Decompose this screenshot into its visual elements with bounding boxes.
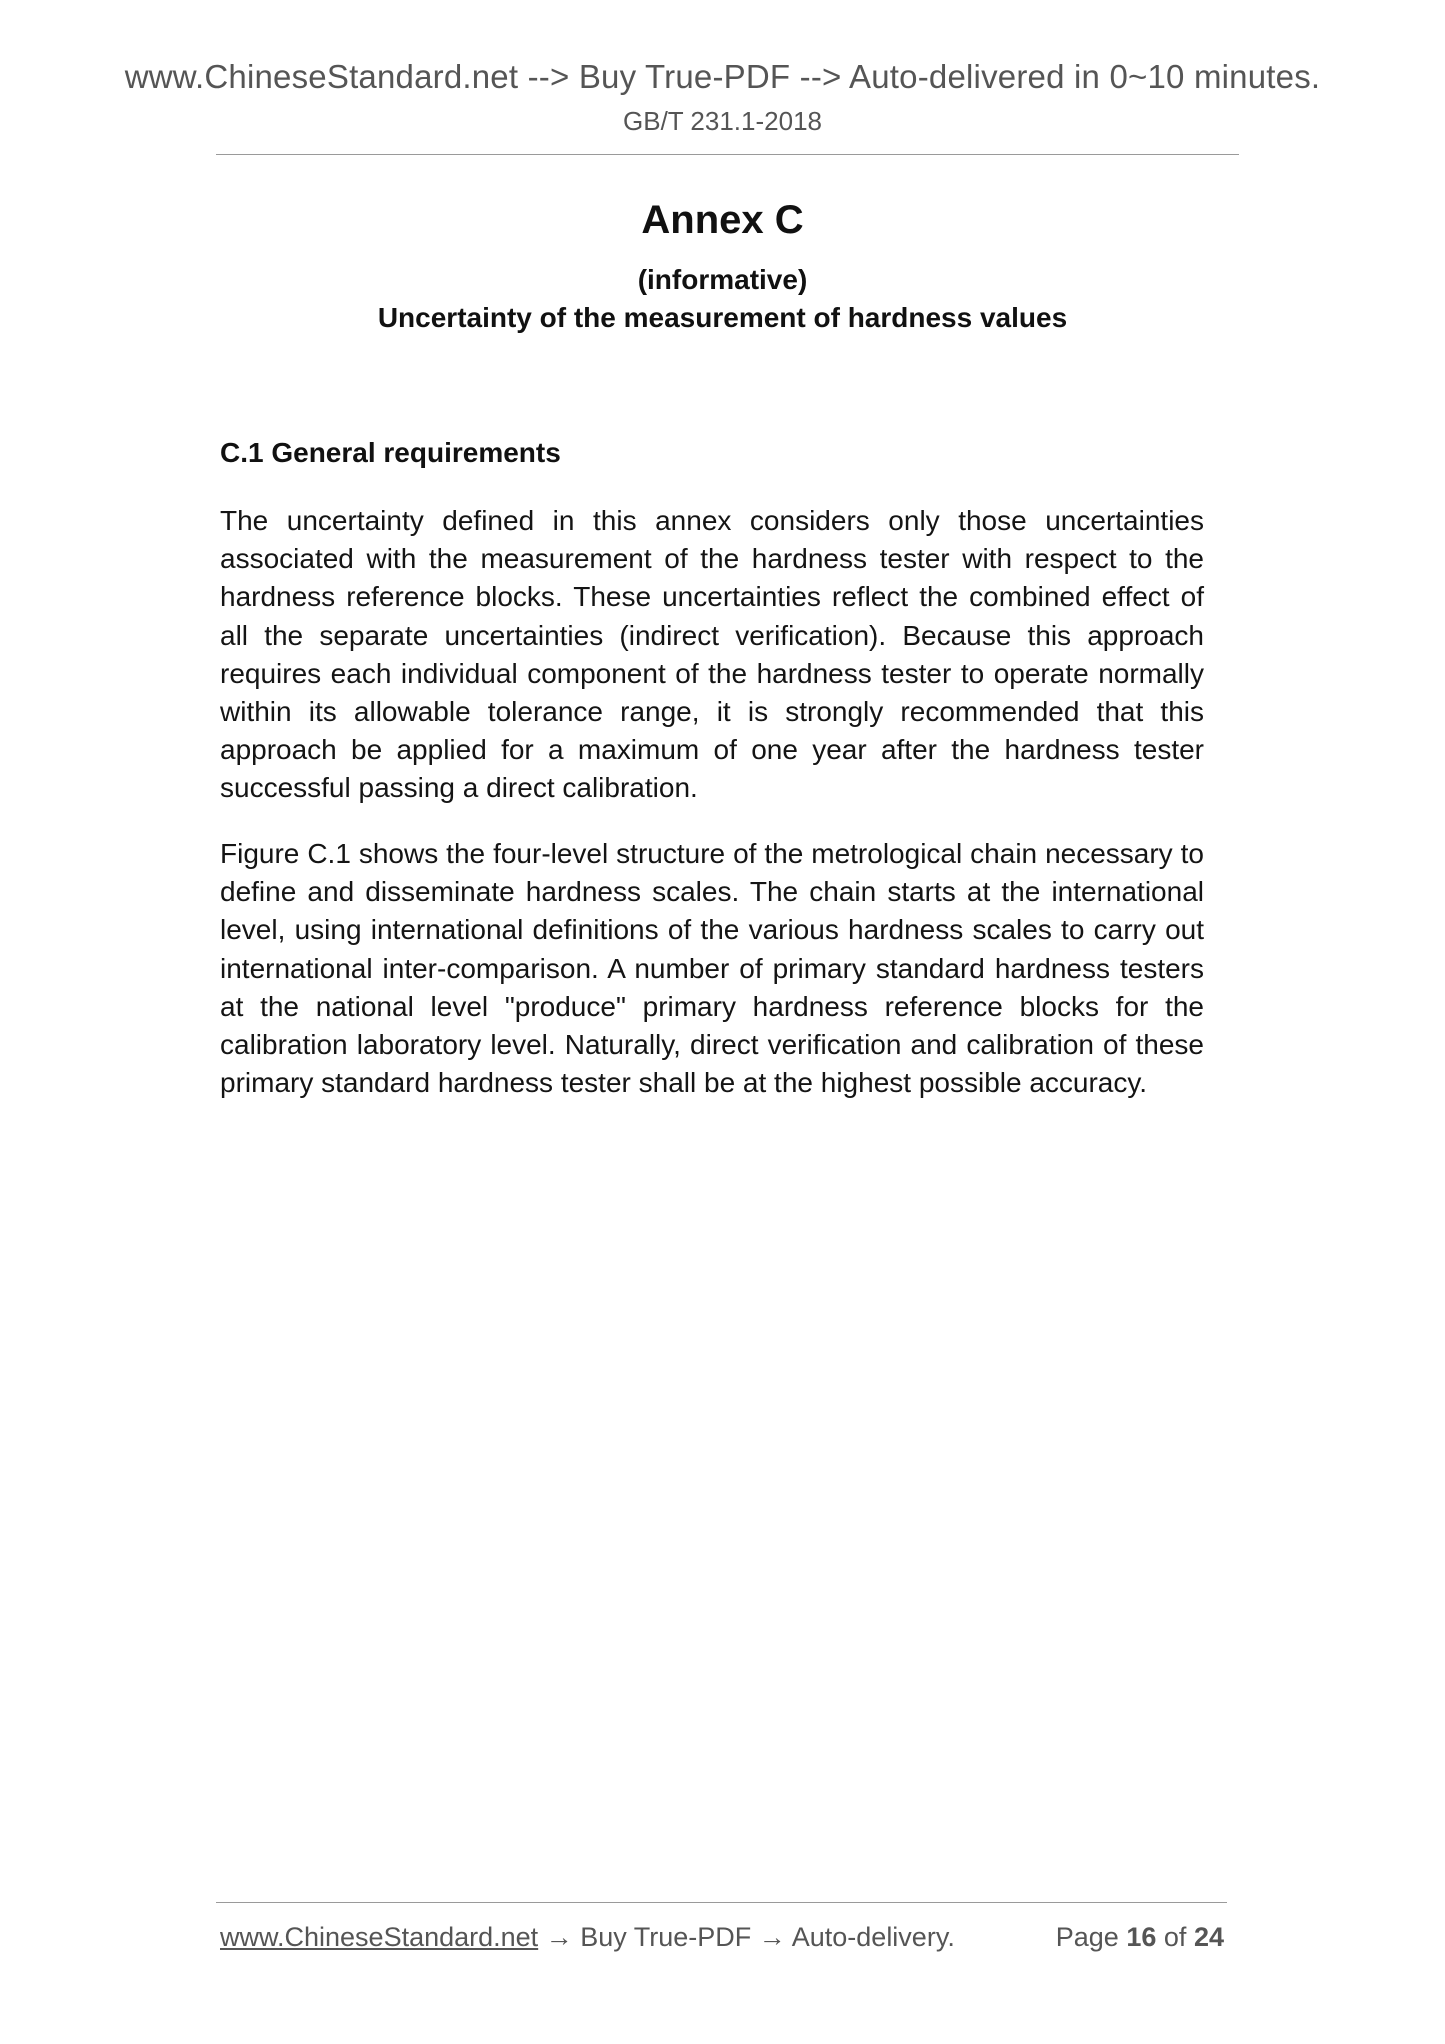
header-divider <box>216 154 1239 155</box>
document-code: GB/T 231.1-2018 <box>623 106 822 136</box>
footer-website-link[interactable]: www.ChineseStandard.net <box>220 1922 539 1952</box>
page-counter <box>1056 1922 1224 1953</box>
page-number: 16 <box>1126 1922 1157 1952</box>
section-heading: C.1 General requirements <box>220 437 561 468</box>
page-total: 24 <box>1193 1922 1224 1952</box>
annex-type: (informative) <box>637 264 808 295</box>
paragraph-uncertainty: The uncertainty defined in this annex considers only those uncertainties associated with the measurement of the hardness tester with respect to the hardness reference blocks. These uncertainties reflect the combined effect of all the separate uncertainties (indirect verification). Because this approach requires each individual component of the hardness tester to operate normally within its allowable tolerance range, it is strongly recommended that this approach be applied for a maximum of one year after the hardness tester successful passing a direct calibration. <box>220 505 1204 804</box>
footer-delivery-text: → Buy True-PDF → Auto-delivery. <box>538 1922 955 1952</box>
footer-divider <box>216 1902 1227 1903</box>
of-label: of <box>1163 1922 1187 1952</box>
annex-title: Annex C <box>641 198 804 242</box>
annex-subtitle: Uncertainty of the measurement of hardness values <box>377 302 1068 333</box>
footer-left <box>220 1922 955 1953</box>
paragraph-metrological-chain: Figure C.1 shows the four-level structure of the metrological chain necessary to define and disseminate hardness scales. The chain starts at the international level, using international definitions of the various hardness scales to carry out international inter-comparison. A number of primary standard hardness testers at the national level "produce" primary hardness reference blocks for the calibration laboratory level. Naturally, direct verification and calibration of these primary standard hardness tester shall be at the highest possible accuracy. <box>220 838 1204 1099</box>
top-banner: www.ChineseStandard.net --> Buy True-PDF --> Auto-delivered in 0~10 minutes. <box>124 58 1321 95</box>
page-label: Page <box>1055 1922 1119 1952</box>
